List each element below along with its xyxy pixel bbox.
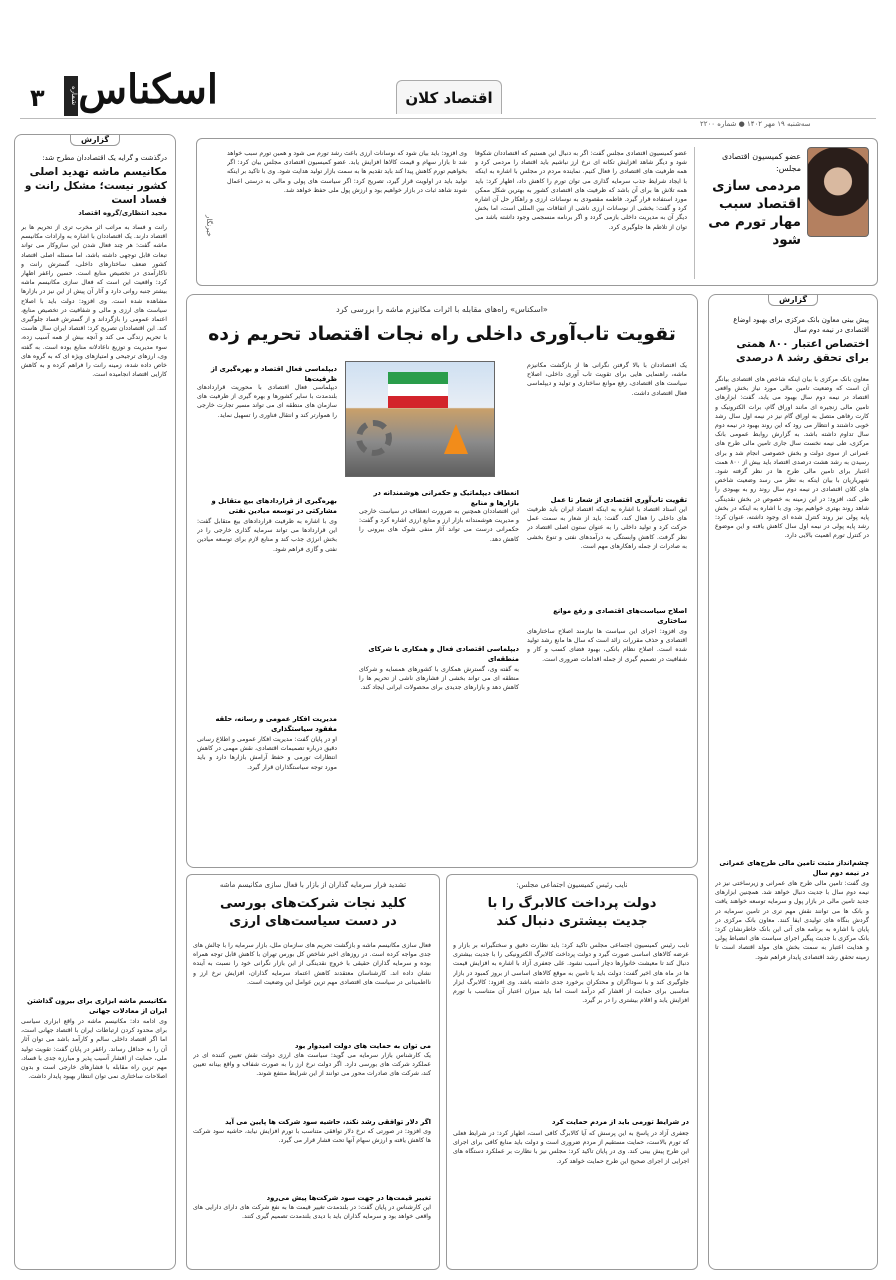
- bottom-left-body-2: یک کارشناس بازار سرمایه می گوید: سیاست های ارزی دولت نقش تعیین کننده ای در عملکرد شرکت های بورسی دارد. اگر دولت نرخ ارز را به صورت شفاف و واقع بینانه تعیین کند، شرکت های صادرات محور می توانند از این شرایط منتفع شوند.: [193, 1052, 431, 1078]
- lead-subhead-7: مدیریت افکار عمومی و رسانه، حلقه مفقود سیاستگذاری: [215, 715, 337, 733]
- top-quote-box: [196, 138, 878, 286]
- left-byline: مجید انتظاری/گروه اقتصاد: [78, 209, 167, 217]
- left-body-2: وی ادامه داد: مکانیسم ماشه در واقع ابزاری سیاسی برای محدود کردن ارتباطات ایران با اقتصاد جهانی است، اما اگر اقتصاد داخلی سالم و کارآمد باشد می توان آثار آن را به حداقل رساند. راغفر در پایان گفت: تقویت تولید ملی، حمایت از اقشار آسیب پذیر و مبارزه جدی با فساد، مهم ترین راه مقابله با فشارهای خارجی است و بدون اصلاحات ساختاری نمی توان انتظار بهبود پایدار داشت.: [21, 1018, 167, 1081]
- lead-photo: [345, 361, 495, 477]
- top-quote-text-1: عضو کمیسیون اقتصادی مجلس گفت: اگر به دنبال این هستیم که اقتصاددان شکوفا شود و دیگر شاهد افزایش تکانه ای نرخ ارز نباشیم باید اقتصاد را مردمی کرد و همه ظرفیت های اقتصادی را فعال کنیم. نماینده مردم در مجلس با اشاره به اینکه با ایجاد شرایط جذب سرمایه گذاری می توان تورم را کاهش داد، اظهار کرد: باید همه تلاش ها برای آن باشد که ظرفیت های اقتصادی کشور به بهترین شکل ممکن مورد استفاده قرار گیرد. فاطمه مقصودی به نوسانات ارزی و راهکار حل آن اشاره کرد و گفت: بخشی از نوسانات ارزی ناشی از اتفاقات بین المللی است، اما بخش دیگر آن به مدیریت داخلی بازمی گردد و اگر برنامه منسجمی وجود داشته باشد می توان از تلاطم ها جلوگیری کرد.: [475, 150, 687, 231]
- gears-graphic: [356, 420, 392, 456]
- lead-body-3: به گفته وی، گسترش همکاری با کشورهای همسایه و شرکای منطقه ای می تواند بخشی از فشارهای ناشی از تحریم ها را کاهش دهد و بازارهای جدیدی برای محصولات ایرانی ایجاد کند.: [359, 666, 519, 692]
- right-column-label: گزارش: [768, 294, 818, 306]
- right-subhead-1: چشم‌انداز مثبت تامین مالی طرح‌های عمرانی در نیمه دوم سال: [719, 859, 869, 877]
- left-body-1: رانت و فساد به مراتب اثر مخرب تری از تحریم ها بر اقتصاد دارند. یک اقتصاددان با اشاره به وارادات مکانیسم ماشه گفت: هر چند فعال شدن این سازوکار می تواند تبعات قابل توجهی داشته باشد، اما مسئله اصلی اقتصاد کشور ضعف ساختارهای داخلی، گسترش رانت و ناکارآمدی در تخصیص منابع است. حسین راغفر اظهار کرد: واقعیت این است که فعال سازی مکانیسم ماشه بیشتر جنبه روانی دارد و آثار آن پیش از این نیز در بازارها مشاهده شده است. وی افزود: دولت باید با اصلاح سیاست های ارزی و مالی و شفافیت در تخصیص منابع، اعتماد عمومی را بازگرداند و از گسترش فساد جلوگیری کند. این اقتصاددان تصریح کرد: اقتصاد ایران سال هاست با تحریم زندگی می کند و آنچه بیش از همه آسیب زده، سوء مدیریت و توزیع ناعادلانه منابع بوده است. به گفته وی، ارزهای ترجیحی و امتیازهای ویژه ای که به گروه های خاص داده شده، زمینه رانت را فراهم کرده و به کاهش کارایی اقتصاد انجامیده است.: [21, 224, 167, 379]
- section-tab: اقتصاد کلان: [396, 80, 502, 114]
- bottom-mid-headline: دولت پرداخت کالابرگ را با جدیت بیشتری دنبال کند: [487, 896, 657, 929]
- bottom-left-subhead-1: می توان به حمایت های دولت امیدوار بود: [295, 1042, 431, 1050]
- cones-graphic: [444, 424, 468, 454]
- lead-headline: تقویت تاب‌آوری داخلی راه نجات اقتصاد تحریم زده: [208, 323, 676, 345]
- left-subhead-1: مکانیسم ماشه ابزاری برای بیرون گذاشتن ایران از معادلات جهانی: [27, 997, 167, 1015]
- lead-subhead-4: انعطاف دیپلماتیک و حکمرانی هوشمندانه در بازارها و منابع: [373, 489, 519, 507]
- right-headline: اختصاص اعتبار ۸۰۰ همتی برای تحقق رشد ۸ درصدی: [736, 338, 869, 364]
- right-kicker: پیش بینی معاون بانک مرکزی برای بهبود اوضاع اقتصادی در نیمه دوم سال: [733, 316, 869, 334]
- speaker-photo: [807, 147, 869, 237]
- lead-body-2: وی افزود: اجرای این سیاست ها نیازمند اصلاح ساختارهای اقتصادی و حذف مقررات زائد است که سال ها مانع رشد تولید شده است. اصلاح نظام بانکی، بهبود فضای کسب و کار و شفافیت در تصمیم گیری از جمله اقدامات ضروری است.: [527, 628, 687, 663]
- bottom-mid-kicker: نایب رئیس کمیسیون اجتماعی مجلس:: [516, 881, 628, 889]
- bottom-mid-body-1: نایب رئیس کمیسیون اجتماعی مجلس تاکید کرد: باید نظارت دقیق و سختگیرانه بر بازار و عرضه کالاهای اساسی صورت گیرد و دولت پرداخت کالابرگ الکترونیکی را با جدیت بیشتری دنبال کند تا معیشت خانوارها دچار آسیب نشود. علی جعفری آزاد با اشاره به افزایش قیمت ها در ماه های اخیر گفت: دولت باید با تامین به موقع کالاهای اساسی از بروز کمبود در بازار جلوگیری کند و با سوداگران و محتکران برخورد جدی داشته باشد. وی افزود: کالابرگ ابزار مناسبی برای حمایت از اقشار کم درآمد است اما باید میزان اعتبار آن متناسب با تورم افزایش یابد و اقلام بیشتری را در بر گیرد.: [453, 942, 689, 1005]
- reporter-side-label: خبرنگار: [205, 215, 213, 237]
- lead-body-5: دیپلماسی فعال اقتصادی با محوریت قراردادهای بلندمدت با سایر کشورها و بهره گیری از ظرفیت های سازمان های منطقه ای می تواند مسیر تجارت خارجی را هموارتر کند و انتقال فناوری را تسهیل نماید.: [197, 384, 337, 419]
- bottom-mid-subhead: در شرایط تورمی باید از مردم حمایت کرد: [551, 1118, 689, 1126]
- bottom-left-body-3: وی افزود: در صورتی که نرخ دلار توافقی متناسب با تورم افزایش نیابد، حاشیه سود شرکت ها کاهش یافته و ارزش سهام آنها تحت فشار قرار می گیرد.: [193, 1128, 431, 1145]
- top-quote-text-2: وی افزود: باید بیان شود که نوسانات ارزی باعث رشد تورم می شود و همین تورم سبب خواهد شد تا بازار سهام و قیمت کالاها افزایش یابد. عضو کمیسیون اقتصادی مجلس بیان کرد: اگر بخواهیم تورم کاهش پیدا کند باید تقدیم ها به سمت بازار تولید هدایت شود. وی با تاکید بر اینکه تولید باید در اولویت قرار گیرد، تصریح کرد: اگر سیاست های پولی و مالی به درستی اعمال شوند شاهد ثبات در بازار خواهیم بود و ارزش پول ملی حفظ خواهد شد.: [227, 150, 467, 194]
- lead-subhead-3: دیپلماسی اقتصادی فعال و همکاری با شرکای منطقه‌ای: [368, 645, 519, 663]
- right-column-report: [708, 294, 878, 1270]
- dateline: سه‌شنبه ۱۹ مهر ۱۴۰۲ ● شماره ۲۲۰۰: [700, 120, 811, 128]
- logo-strip: شماره: [64, 76, 78, 116]
- lead-body-6: وی با اشاره به ظرفیت قراردادهای بیع متقابل گفت: این قراردادها می تواند سرمایه گذاری خارجی را در بخش انرژی جذب کند و منابع لازم برای توسعه میادین نفتی و گازی فراهم شود.: [197, 518, 337, 553]
- bottom-left-story: [186, 874, 440, 1270]
- bottom-left-headline: کلید نجات شرکت‌های بورسی در دست سیاست‌های ارزی: [220, 896, 406, 929]
- left-column-label: گزارش: [70, 134, 120, 146]
- lead-body-4: این اقتصاددان همچنین به ضرورت انعطاف در سیاست خارجی و مدیریت هوشمندانه بازار ارز و منابع ارزی اشاره کرد و گفت: حکمرانی درست می تواند آثار منفی شوک های بیرونی را کاهش دهد.: [359, 508, 519, 543]
- lead-intro: یک اقتصاددان با بالا گرفتن نگرانی ها از بازگشت مکانیزم ماشه، راهنمایی هایی برای تقویت تاب آوری داخلی، اصلاح سیاست های اقتصادی، رفع موانع ساختاری و تولید و دیپلماسی فعال اقتصادی داشت.: [527, 362, 687, 397]
- flag-graphic: [388, 372, 448, 408]
- left-headline: مکانیسم ماشه تهدید اصلی کشور نیست؛ مشکل رانت و فساد است: [24, 166, 167, 206]
- lead-story: [186, 294, 698, 868]
- lead-body-7: او در پایان گفت: مدیریت افکار عمومی و اطلاع رسانی دقیق درباره تصمیمات اقتصادی، نقش مهمی در کاهش انتظارات تورمی و حفظ آرامش بازارها دارد و باید مورد توجه سیاستگذاران قرار گیرد.: [197, 736, 337, 771]
- page-number: ۳: [30, 84, 45, 112]
- bottom-left-body-1: فعال سازی مکانیسم ماشه و بازگشت تحریم های سازمان ملل، بازار سرمایه را با چالش های جدی مواجه کرده است. در روزهای اخیر شاخص کل بورس تهران با کاهش قابل توجه همراه بوده و سرمایه گذاران حقیقی با خروج نقدینگی از این بازار نگرانی خود را نسبت به آینده نشان داده اند. کارشناسان معتقدند کاهش اعتماد سرمایه گذاران، افزایش نرخ ارز و نااطمینانی در سیاست های اقتصادی مهم ترین عوامل این وضعیت است.: [193, 942, 431, 986]
- newspaper-logo: اسکناس: [78, 66, 218, 113]
- lead-subhead-5: دیپلماسی فعال اقتصاد و بهره‌گیری از ظرفیت‌ها: [210, 365, 337, 383]
- bottom-left-kicker: تشدید فرار سرمایه گذاران از بازار با فعال سازی مکانیسم ماشه: [219, 881, 407, 889]
- lead-kicker: «اسکناس» راه‌های مقابله با اثرات مکانیزم ماشه را بررسی کرد: [336, 305, 548, 314]
- lead-subhead-2: اصلاح سیاست‌های اقتصادی و رفع موانع ساختاری: [553, 607, 687, 625]
- bottom-left-subhead-2: اگر دلار توافقی رشد نکند، حاشیه سود شرکت ها پایین می آید: [225, 1118, 431, 1126]
- bottom-left-body-4: این کارشناس در پایان گفت: در بلندمدت تغییر قیمت ها به نفع شرکت های دارای دارایی های واقعی خواهد بود و سرمایه گذاران باید با دیدی بلندمدت تصمیم گیری کنند.: [193, 1204, 431, 1221]
- bottom-mid-story: [446, 874, 698, 1270]
- lead-subhead-6: بهره‌گیری از قراردادهای بیع متقابل و مشارکتی در توسعه میادین نفتی: [211, 497, 337, 515]
- left-column-report: [14, 134, 176, 1270]
- lead-body-1: این استاد اقتصاد با اشاره به اینکه اقتصاد ایران باید ظرفیت های داخلی را فعال کند، گفت: باید از شعار به سمت عمل حرکت کرد و تولید داخلی را به عنوان ستون اصلی اقتصاد در نظر گرفت. کاهش وابستگی به درآمدهای نفتی و تنوع بخشی به صادرات از جمله راهکارهای مهم است.: [527, 506, 687, 550]
- header-rule: [20, 118, 876, 119]
- top-quote-headline: مردمی سازی اقتصاد سبب مهار تورم می شود: [708, 178, 801, 248]
- left-kicker: درگذشت و گرایه یک اقتصاددان مطرح شد:: [42, 154, 167, 162]
- bottom-mid-body-2: جعفری آزاد در پاسخ به این پرسش که آیا کالابرگ کافی است، اظهار کرد: در شرایط فعلی که تورم بالاست، حمایت مستقیم از مردم ضروری است و دولت باید منابع کافی برای اجرای این طرح پیش بینی کند. وی در پایان تاکید کرد: مجلس نیز با نظارت بر عملکرد دستگاه های اجرایی از اجرای صحیح این طرح حمایت خواهد کرد.: [453, 1130, 689, 1165]
- speaker-name: عضو کمیسیون اقتصادی مجلس:: [722, 152, 801, 173]
- lead-subhead-1: تقویت تاب‌آوری اقتصادی از شعار تا عمل: [550, 496, 687, 504]
- bottom-left-subhead-3: تغییر قیمت‌ها در جهت سود شرکت‌ها پیش می‌رود: [266, 1194, 431, 1202]
- right-body-2: وی گفت: تامین مالی طرح های عمرانی و زیرساختی نیز در نیمه دوم سال با جدیت دنبال خواهد شد. همچنین ابزارهای جدید تامین مالی در بازار پول و سرمایه توسعه خواهند یافت و بانک ها می توانند نقش مهم تری در تامین سرمایه در گردش بنگاه های تولیدی ایفا کنند. معاون بانک مرکزی در پایان با اشاره به برنامه های آتی این بانک خاطرنشان کرد: بانک مرکزی با جدیت پیگیر اجرای سیاست های انضباط پولی و هدایت اعتبار به سمت بخش های مولد اقتصاد است تا زمینه تحقق رشد اقتصادی پایدار فراهم شود.: [715, 880, 869, 961]
- right-body-1: معاون بانک مرکزی با بیان اینکه شاخص های اقتصادی بیانگر آن است که وضعیت تامین مالی مورد نیاز بخش واقعی اقتصاد در نیمه دوم سال بهبود می یابد، گفت: ابزارهای تامین مالی زنجیره ای مانند اوراق گام، برات الکترونیک و کارت رفاهی متصل به اوراق گام نیز در نیمه اول سال رشد خوبی داشتند و انتظار می رود که این روند بهبود در نیمه دوم سال تداوم داشته باشد. به گزارش روابط عمومی بانک مرکزی، طی نیمه نخست سال جاری تامین مالی طرح های عمرانی از سوی دولت و بخش خصوصی انجام شد و برای رسیدن به رشد هشت درصدی اقتصاد باید بیش از ۸۰۰ همت اعتبار برای تامین مالی طرح ها در نظر گرفته شود. شهریاریان با بیان اینکه به نظر می رسد وضعیت شاخص های کلان اقتصادی در نیمه دوم سال روند رو به بهبودی را طی کند، افزود: در این زمینه به خصوص در بخش نقدینگی شاهد روند بهتری خواهیم بود. وی با اشاره به اینکه در بخش پایه پولی نیز روند کنترل شده ای وجود داشته، عنوان کرد: رشد پایه پولی در نیمه اول سال کاهش یافته و این موضوع در کنترل تورم اهمیت بالایی دارد.: [715, 376, 869, 540]
